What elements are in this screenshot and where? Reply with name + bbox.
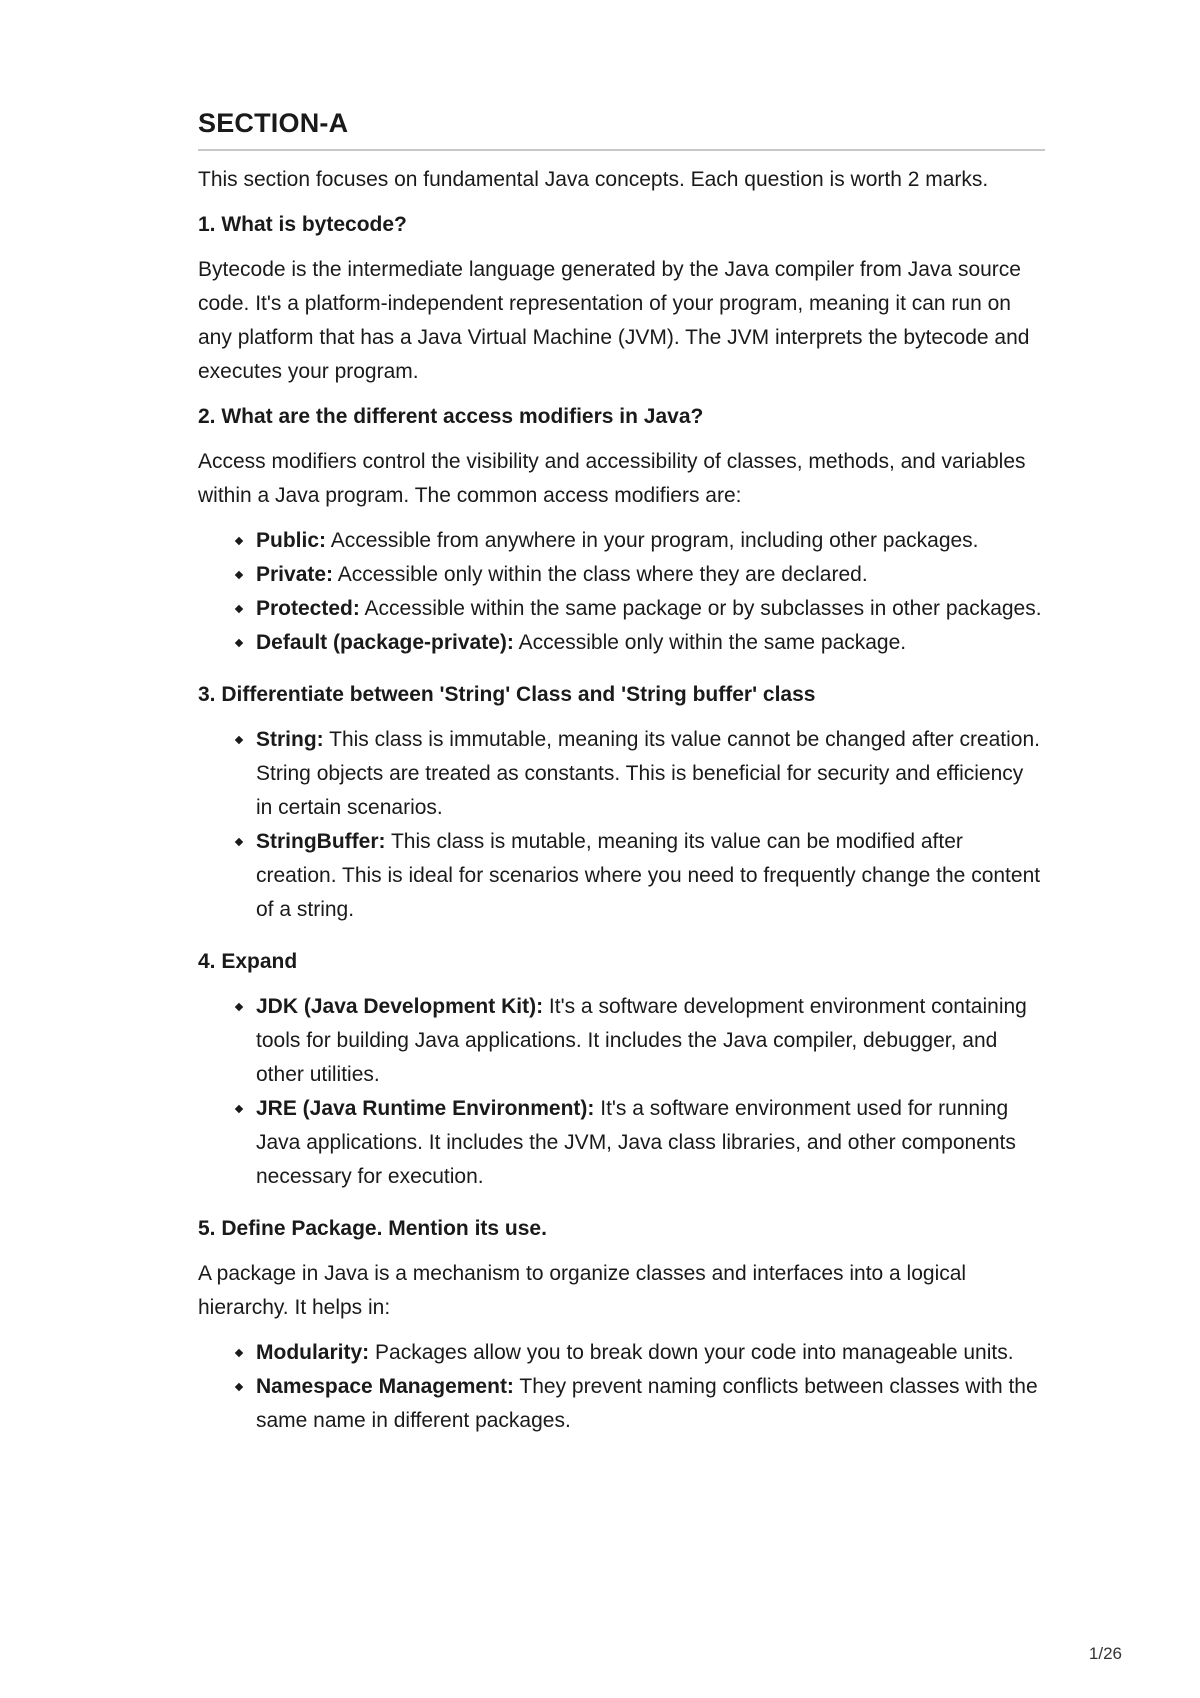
- list-item: [235, 1092, 1045, 1194]
- list-item: [235, 558, 1045, 592]
- list-item: [235, 723, 1045, 825]
- question-heading-5: 5. Define Package. Mention its use.: [198, 1217, 547, 1240]
- bullet-icon: [235, 1349, 243, 1357]
- question-answer-1: Bytecode is the intermediate language generated by the Java compiler from Java source code. It's a platform-independent representation of your program, meaning it can run on any platform that has a Java Virtual Machine (JVM). The JVM interprets the bytecode and executes your program.: [198, 258, 1030, 383]
- page-number: 1/26: [1088, 1644, 1122, 1663]
- bullet-icon: [235, 1105, 243, 1113]
- package-uses-list: [198, 1336, 1045, 1438]
- list-item-term: StringBuffer:: [256, 830, 386, 853]
- expansion-list: [198, 990, 1045, 1194]
- list-item-term: Namespace Management:: [256, 1375, 514, 1398]
- list-item-text: It's a software environment used for running Java applications. It includes the JVM, Java class libraries, and other components necessary for execution.: [256, 1097, 1016, 1188]
- bullet-icon: [235, 1383, 243, 1391]
- question-heading-1: 1. What is bytecode?: [198, 213, 407, 236]
- list-item-text: Accessible only within the class where they are declared.: [333, 563, 868, 586]
- list-item: [235, 626, 1045, 660]
- bullet-icon: [235, 838, 243, 846]
- bullet-icon: [235, 571, 243, 579]
- list-item-term: Private:: [256, 563, 334, 586]
- list-item-term: String:: [256, 728, 324, 751]
- bullet-icon: [235, 736, 243, 744]
- list-item: [235, 825, 1045, 927]
- list-item: [235, 1336, 1045, 1370]
- list-item-term: Default (package-private):: [256, 631, 514, 654]
- list-item-term: Protected:: [256, 597, 360, 620]
- bullet-icon: [235, 537, 243, 545]
- list-item-text: This class is mutable, meaning its value can be modified after creation. This is ideal for scenarios where you need to frequently change the content of a string.: [256, 830, 1041, 921]
- bullet-icon: [235, 605, 243, 613]
- list-item-text: It's a software development environment containing tools for building Java applications. It includes the Java compiler, debugger, and other utilities.: [256, 995, 1027, 1086]
- list-item-term: JRE (Java Runtime Environment):: [256, 1097, 595, 1120]
- bullet-icon: [235, 639, 243, 647]
- list-item-text: They prevent naming conflicts between classes with the same name in different packages.: [256, 1375, 1038, 1432]
- list-item-term: JDK (Java Development Kit):: [256, 995, 544, 1018]
- question-heading-4: 4. Expand: [198, 950, 298, 973]
- question-answer-5: A package in Java is a mechanism to organize classes and interfaces into a logical hierarchy. It helps in:: [198, 1262, 967, 1319]
- bullet-icon: [235, 1003, 243, 1011]
- list-item: [235, 990, 1045, 1092]
- list-item: [235, 592, 1045, 626]
- list-item: [235, 524, 1045, 558]
- question-heading-3: 3. Differentiate between 'String' Class and 'String buffer' class: [198, 683, 816, 706]
- list-item: [235, 1370, 1045, 1438]
- list-item-text: Accessible from anywhere in your program, including other packages.: [326, 529, 979, 552]
- list-item-text: Packages allow you to break down your code into manageable units.: [369, 1341, 1014, 1364]
- list-item-text: Accessible within the same package or by subclasses in other packages.: [359, 597, 1042, 620]
- question-answer-2: Access modifiers control the visibility and accessibility of classes, methods, and variables within a Java program. The common access modifiers are:: [198, 450, 1026, 507]
- section-title: SECTION-A: [198, 108, 1045, 151]
- section-intro: This section focuses on fundamental Java concepts. Each question is worth 2 marks.: [198, 168, 989, 191]
- access-modifier-list: [198, 524, 1045, 660]
- string-comparison-list: [198, 723, 1045, 927]
- list-item-term: Public:: [256, 529, 327, 552]
- list-item-term: Modularity:: [256, 1341, 370, 1364]
- list-item-text: This class is immutable, meaning its value cannot be changed after creation. String objects are treated as constants. This is beneficial for security and efficiency in certain scenarios.: [256, 728, 1040, 819]
- question-heading-2: 2. What are the different access modifiers in Java?: [198, 405, 704, 428]
- list-item-text: Accessible only within the same package.: [513, 631, 907, 654]
